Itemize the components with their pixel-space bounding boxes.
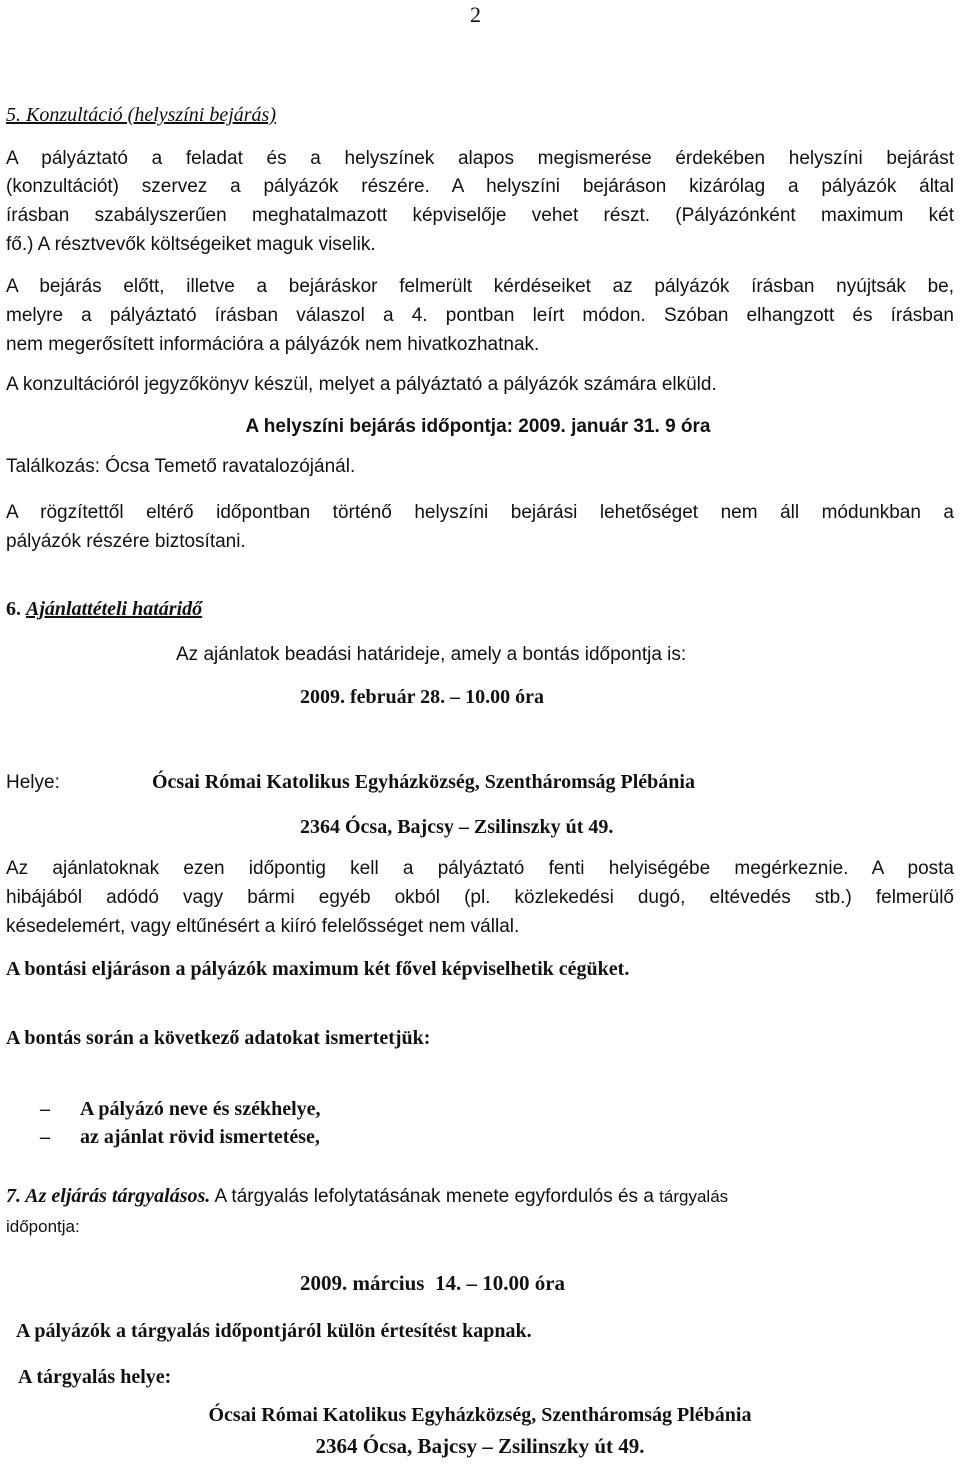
negotiation-place-address: 2364 Ócsa, Bajcsy – Zsilinszky út 49. bbox=[315, 1434, 645, 1458]
s5-p2-line-3: nem megerősített információra a pályázók nem hivatkozhatnak. bbox=[6, 334, 540, 355]
s5-p1-line-1: A pályáztató a feladat és a helyszínek alapos megismerése érdekében helyszíni bejárást bbox=[6, 148, 954, 169]
dash-bullet: – bbox=[40, 1098, 50, 1120]
s5-p1-line-2: (konzultációt) szervez a pályázók részére. A helyszíni bejáráson kizárólag a pályázók által bbox=[6, 176, 954, 197]
section-7-line-2: időpontja: bbox=[6, 1217, 80, 1236]
place-address: 2364 Ócsa, Bajcsy – Zsilinszky út 49. bbox=[300, 816, 614, 838]
list-item-text: az ajánlat rövid ismertetése, bbox=[80, 1126, 320, 1148]
page-number: 2 bbox=[470, 2, 481, 27]
section-7-line-1 bbox=[6, 1184, 954, 1209]
meeting-point: Találkozás: Ócsa Temető ravatalozójánál. bbox=[6, 456, 356, 477]
s5-p2-line-2: melyre a pályáztató írásban válaszol a 4. pontban leírt módon. Szóban elhangzott és írásban bbox=[6, 305, 954, 326]
section-6-number: 6. bbox=[6, 598, 26, 620]
section-5-heading: 5. Konzultáció (helyszíni bejárás) bbox=[6, 104, 276, 126]
deadline-date: 2009. február 28. – 10.00 óra bbox=[300, 686, 545, 708]
section-7-heading: 7. Az eljárás tárgyalásos. bbox=[6, 1185, 211, 1207]
opening-items-intro: A bontás során a következő adatokat ismertetjük: bbox=[6, 1027, 431, 1049]
s5-p4-line-2: pályázók részére biztosítani. bbox=[6, 531, 246, 552]
opening-note: A bontási eljáráson a pályázók maximum két fővel képviselhetik cégüket. bbox=[6, 958, 630, 980]
s6-p1-line-3: késedelemért, vagy eltűnésért a kiíró felelősséget nem vállal. bbox=[6, 916, 520, 937]
section-7-text-small: tárgyalás bbox=[659, 1187, 729, 1206]
s5-p1-line-4: fő.) A résztvevők költségeiket maguk viselik. bbox=[6, 234, 376, 255]
place-name: Ócsai Római Katolikus Egyházközség, Szentháromság Plébánia bbox=[152, 771, 695, 793]
site-visit-date: A helyszíni bejárás időpontja: 2009. január 31. 9 óra bbox=[245, 416, 711, 437]
s6-p1-line-1: Az ajánlatoknak ezen időpontig kell a pályáztató fenti helyiségébe megérkeznie. A posta bbox=[6, 858, 954, 879]
deadline-intro: Az ajánlatok beadási határideje, amely a bontás időpontja is: bbox=[176, 644, 687, 665]
section-6-title: Ajánlattételi határidő bbox=[26, 598, 203, 620]
negotiation-notice: A pályázók a tárgyalás időpontjáról külön értesítést kapnak. bbox=[16, 1320, 532, 1342]
s5-p2-line-1: A bejárás előtt, illetve a bejáráskor felmerült kérdéseiket az pályázók írásban nyújtsák be, bbox=[6, 276, 954, 297]
place-label: Helye: bbox=[6, 772, 60, 793]
dash-bullet: – bbox=[40, 1126, 50, 1148]
negotiation-date: 2009. március 14. – 10.00 óra bbox=[300, 1271, 566, 1295]
s6-p1-line-2: hibájából adódó vagy bármi egyéb okból (pl. közlekedési dugó, eltévedés stb.) felmerülő bbox=[6, 887, 954, 908]
list-item bbox=[40, 1126, 320, 1149]
s5-p3: A konzultációról jegyzőkönyv készül, melyet a pályáztató a pályázók számára elküld. bbox=[6, 374, 717, 395]
negotiation-place-name: Ócsai Római Katolikus Egyházközség, Szentháromság Plébánia bbox=[208, 1404, 752, 1426]
section-6-heading bbox=[6, 597, 202, 621]
negotiation-place-label: A tárgyalás helye: bbox=[18, 1366, 172, 1388]
section-7-text: A tárgyalás lefolytatásának menete egyfordulós és a bbox=[210, 1186, 660, 1207]
s5-p1-line-3: írásban szabályszerűen meghatalmazott képviselője vehet részt. (Pályázónként maximum két bbox=[6, 205, 954, 226]
s5-p4-line-1: A rögzítettől eltérő időpontban történő helyszíni bejárási lehetőséget nem áll módunkban a bbox=[6, 502, 954, 523]
list-item bbox=[40, 1098, 321, 1121]
list-item-text: A pályázó neve és székhelye, bbox=[80, 1098, 321, 1120]
